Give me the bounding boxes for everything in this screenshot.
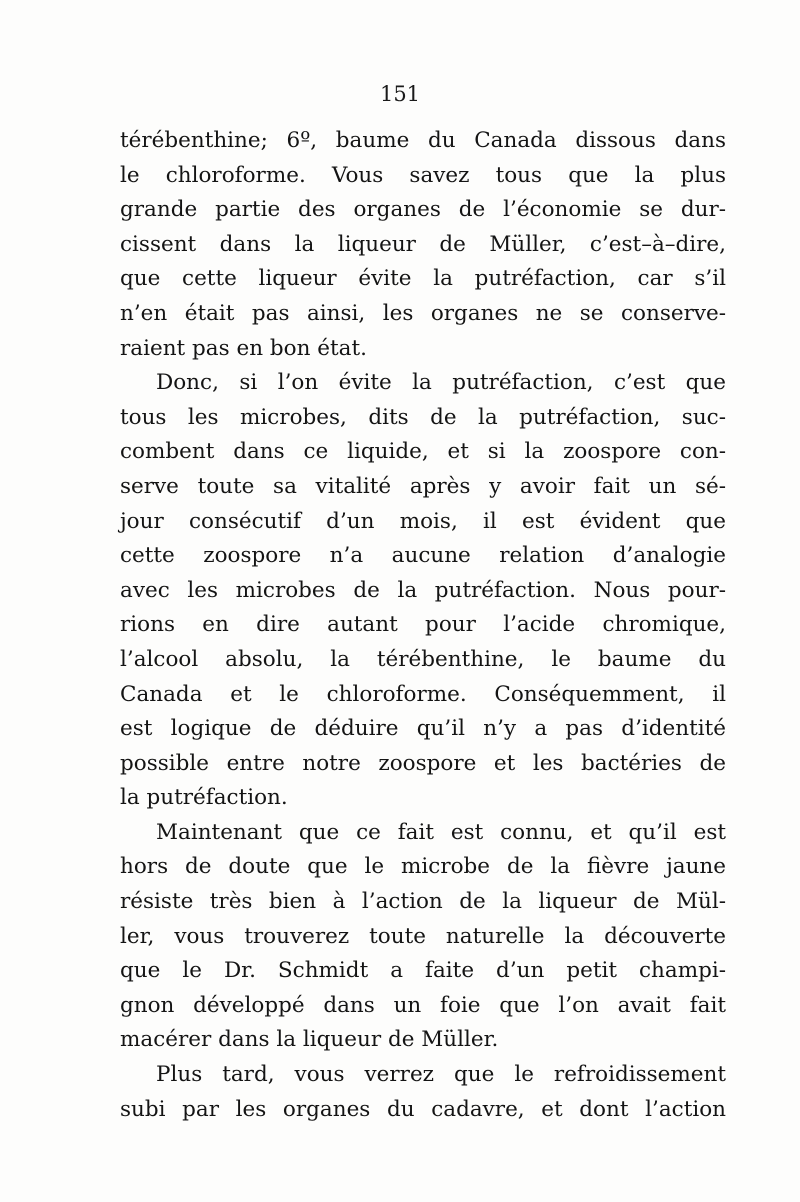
text-line: que cette liqueur évite la putréfaction, car s’il <box>120 266 726 292</box>
text-line: Maintenant que ce fait est connu, et qu’il est <box>156 819 726 845</box>
paragraph <box>120 816 726 1058</box>
text-line: l’alcool absolu, la térébenthine, le baume du <box>120 646 726 672</box>
text-line: cette zoospore n’a aucune relation d’analogie <box>120 543 726 569</box>
paragraph <box>120 124 726 366</box>
text-line: avec les microbes de la putréfaction. Nous pour- <box>120 577 726 603</box>
text-line: est logique de déduire qu’il n’y a pas d’identité <box>120 716 726 742</box>
text-line: possible entre notre zoospore et les bactéries de <box>120 750 726 776</box>
text-line: combent dans ce liquide, et si la zoospore con- <box>120 439 726 465</box>
text-line: n’en était pas ainsi, les organes ne se conserve- <box>120 300 726 326</box>
text-line: le chloroforme. Vous savez tous que la plus <box>120 162 726 188</box>
text-line: tous les microbes, dits de la putréfaction, suc- <box>120 404 726 430</box>
text-line: grande partie des organes de l’économie se dur- <box>120 197 726 223</box>
text-line: macérer dans la liqueur de Müller. <box>120 1027 499 1053</box>
text-line: la putréfaction. <box>120 785 288 811</box>
body-text <box>120 124 726 1127</box>
text-line: térébenthine; 6º, baume du Canada dissous dans <box>120 128 726 153</box>
paragraph <box>120 366 726 816</box>
text-line: serve toute sa vitalité après y avoir fait un sé- <box>120 473 726 499</box>
text-line: gnon développé dans un foie que l’on avait fait <box>120 992 726 1018</box>
text-line: hors de doute que le microbe de la fièvre jaune <box>120 854 726 880</box>
paragraph <box>120 1058 726 1127</box>
text-line: jour consécutif d’un mois, il est évident que <box>120 508 726 534</box>
text-line: que le Dr. Schmidt a faite d’un petit champi- <box>120 958 726 984</box>
text-line: Donc, si l’on évite la putréfaction, c’est que <box>156 370 726 396</box>
page-number: 151 <box>379 82 421 106</box>
text-line: cissent dans la liqueur de Müller, c’est–à–dire, <box>120 231 726 257</box>
text-line: rions en dire autant pour l’acide chromique, <box>120 612 726 638</box>
text-line: subi par les organes du cadavre, et dont l’action <box>120 1096 726 1122</box>
text-line: ler, vous trouverez toute naturelle la découverte <box>120 923 726 949</box>
text-line: Canada et le chloroforme. Conséquemment, il <box>120 681 726 707</box>
text-line: Plus tard, vous verrez que le refroidissement <box>156 1062 726 1088</box>
text-line: raient pas en bon état. <box>120 335 367 361</box>
text-line: résiste très bien à l’action de la liqueur de Mül- <box>120 889 726 915</box>
